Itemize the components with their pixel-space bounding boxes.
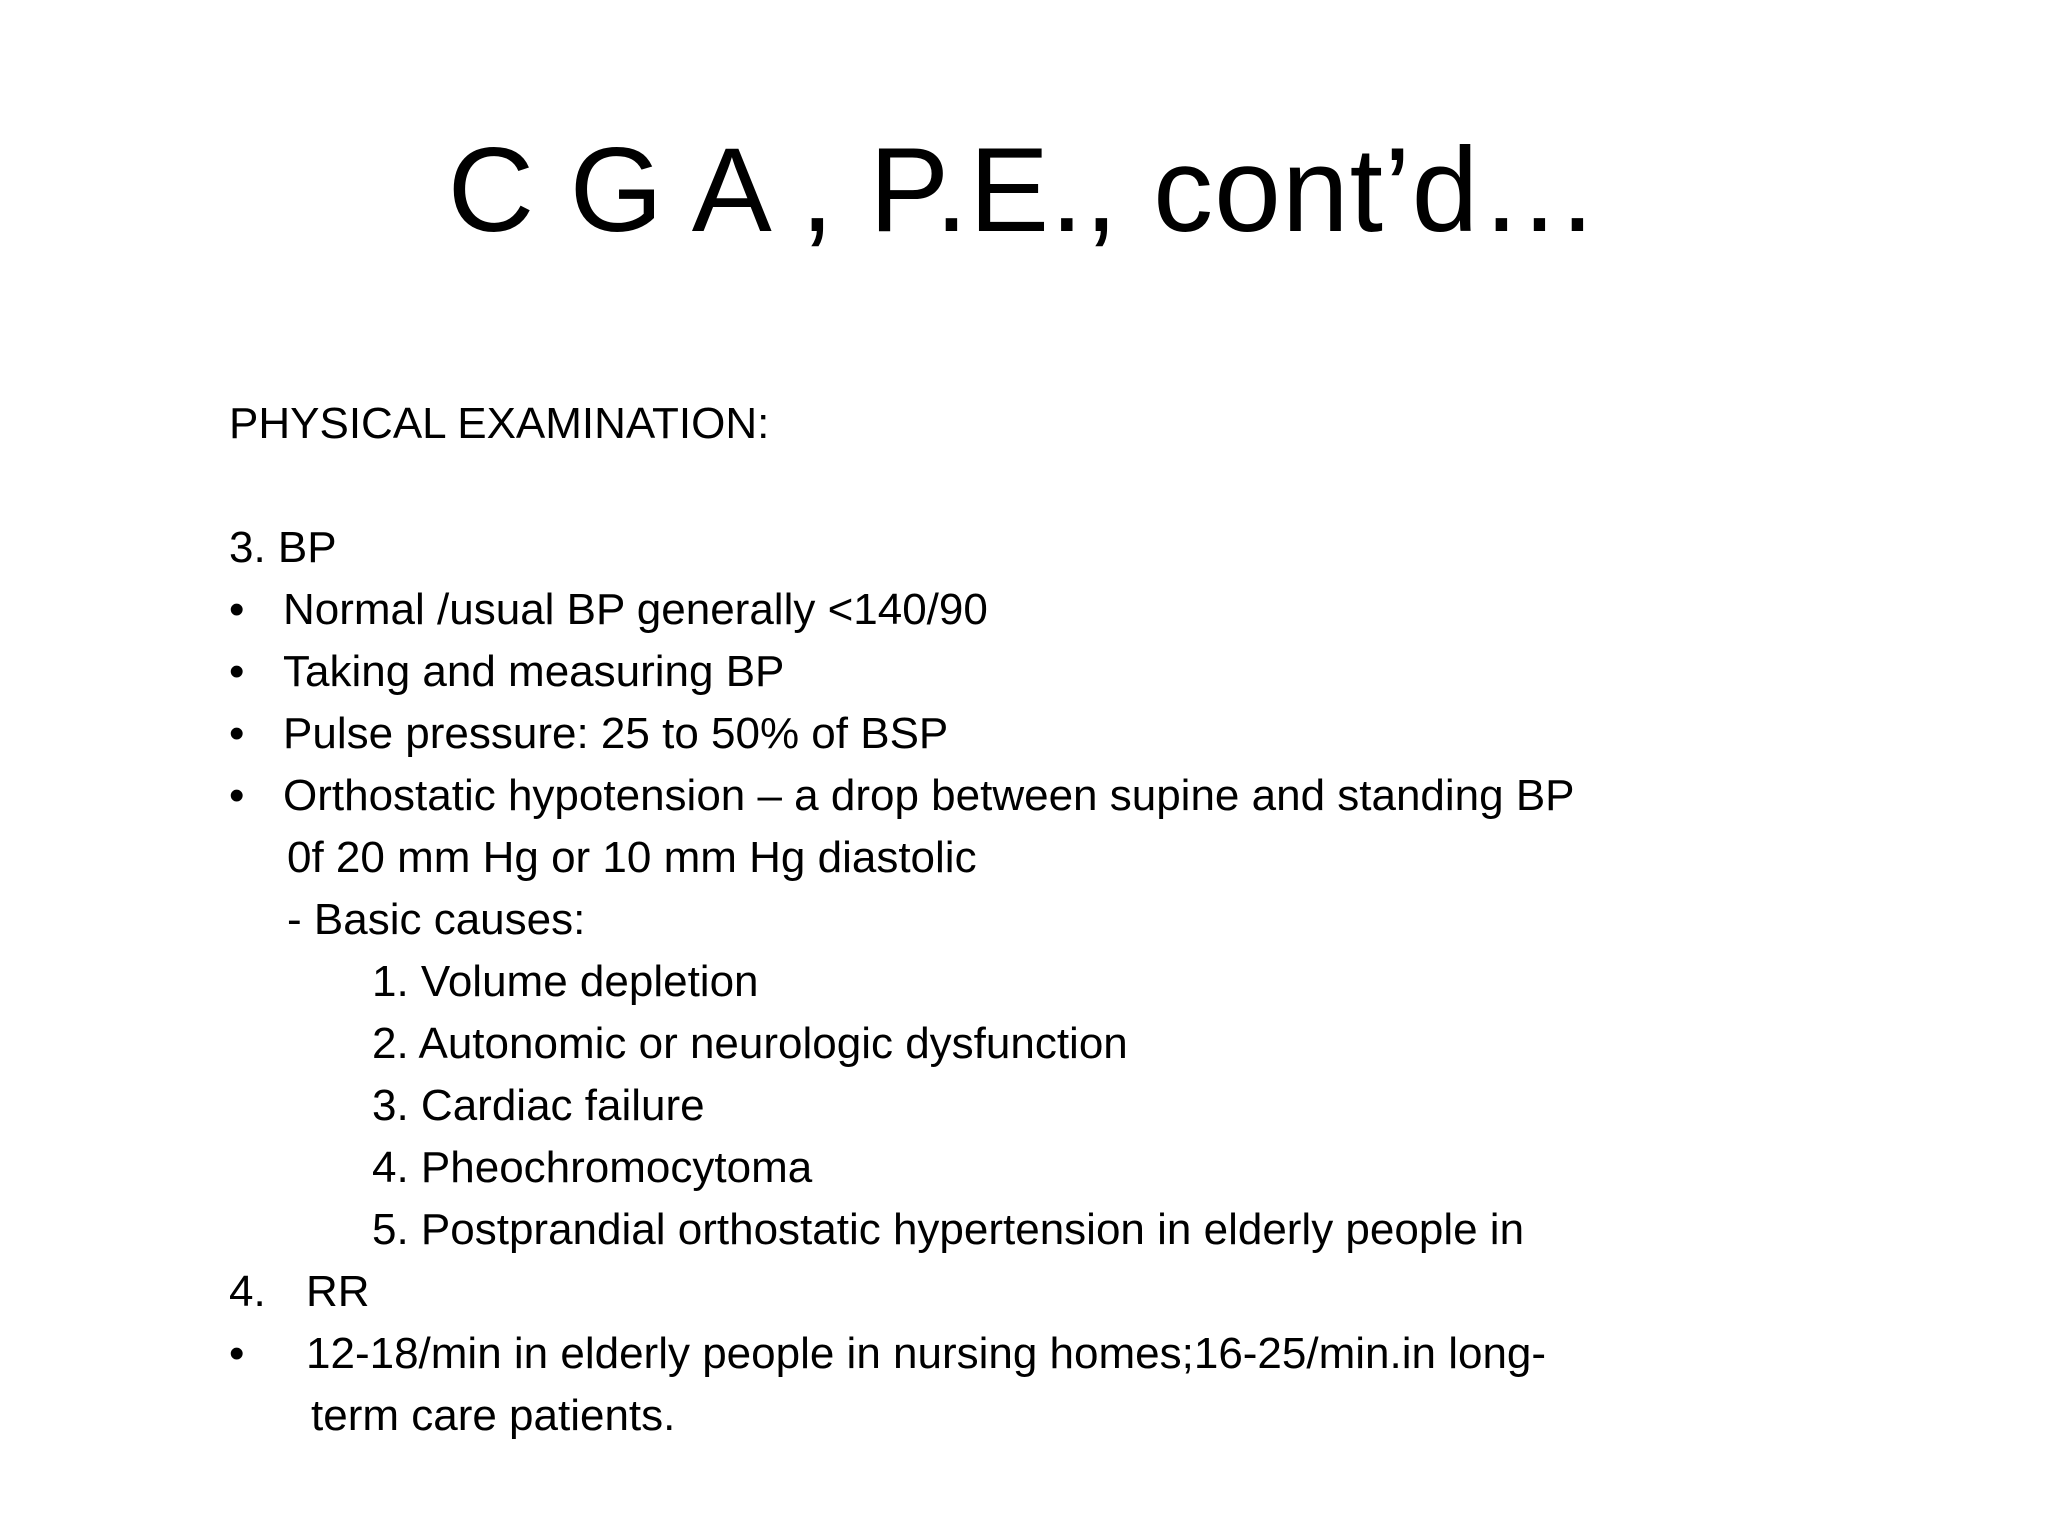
- cause-item: 1. Volume depletion: [372, 957, 759, 1006]
- bullet-icon: •: [229, 709, 245, 758]
- cause-item: 2. Autonomic or neurologic dysfunction: [372, 1019, 1128, 1068]
- basic-causes-label: - Basic causes:: [287, 895, 586, 944]
- section-heading: PHYSICAL EXAMINATION:: [229, 399, 770, 448]
- bullet-icon: •: [229, 647, 245, 696]
- bullet-icon: •: [229, 771, 245, 820]
- rr-bullet-line-2: term care patients.: [311, 1391, 676, 1440]
- bullet-icon: •: [229, 585, 245, 634]
- rr-label: RR: [306, 1267, 370, 1316]
- bp-label: 3. BP: [229, 523, 337, 572]
- bp-bullet-3: Pulse pressure: 25 to 50% of BSP: [283, 709, 949, 758]
- cause-item: 3. Cardiac failure: [372, 1081, 705, 1130]
- bullet-icon: •: [229, 1329, 245, 1378]
- bp-bullet-1: Normal /usual BP generally <140/90: [283, 585, 988, 634]
- cause-item: 5. Postprandial orthostatic hypertension in elderly people in: [372, 1205, 1525, 1254]
- cause-item: 4. Pheochromocytoma: [372, 1143, 813, 1192]
- rr-bullet-line-1: 12-18/min in elderly people in nursing homes;16-25/min.in long-: [306, 1329, 1547, 1378]
- slide-title: C G A , P.E., cont’d…: [447, 123, 1601, 257]
- bp-bullet-4-continuation: 0f 20 mm Hg or 10 mm Hg diastolic: [287, 833, 977, 882]
- bp-bullet-4: Orthostatic hypotension – a drop between supine and standing BP: [283, 771, 1575, 820]
- rr-number: 4.: [229, 1267, 266, 1316]
- bp-bullet-2: Taking and measuring BP: [283, 647, 785, 696]
